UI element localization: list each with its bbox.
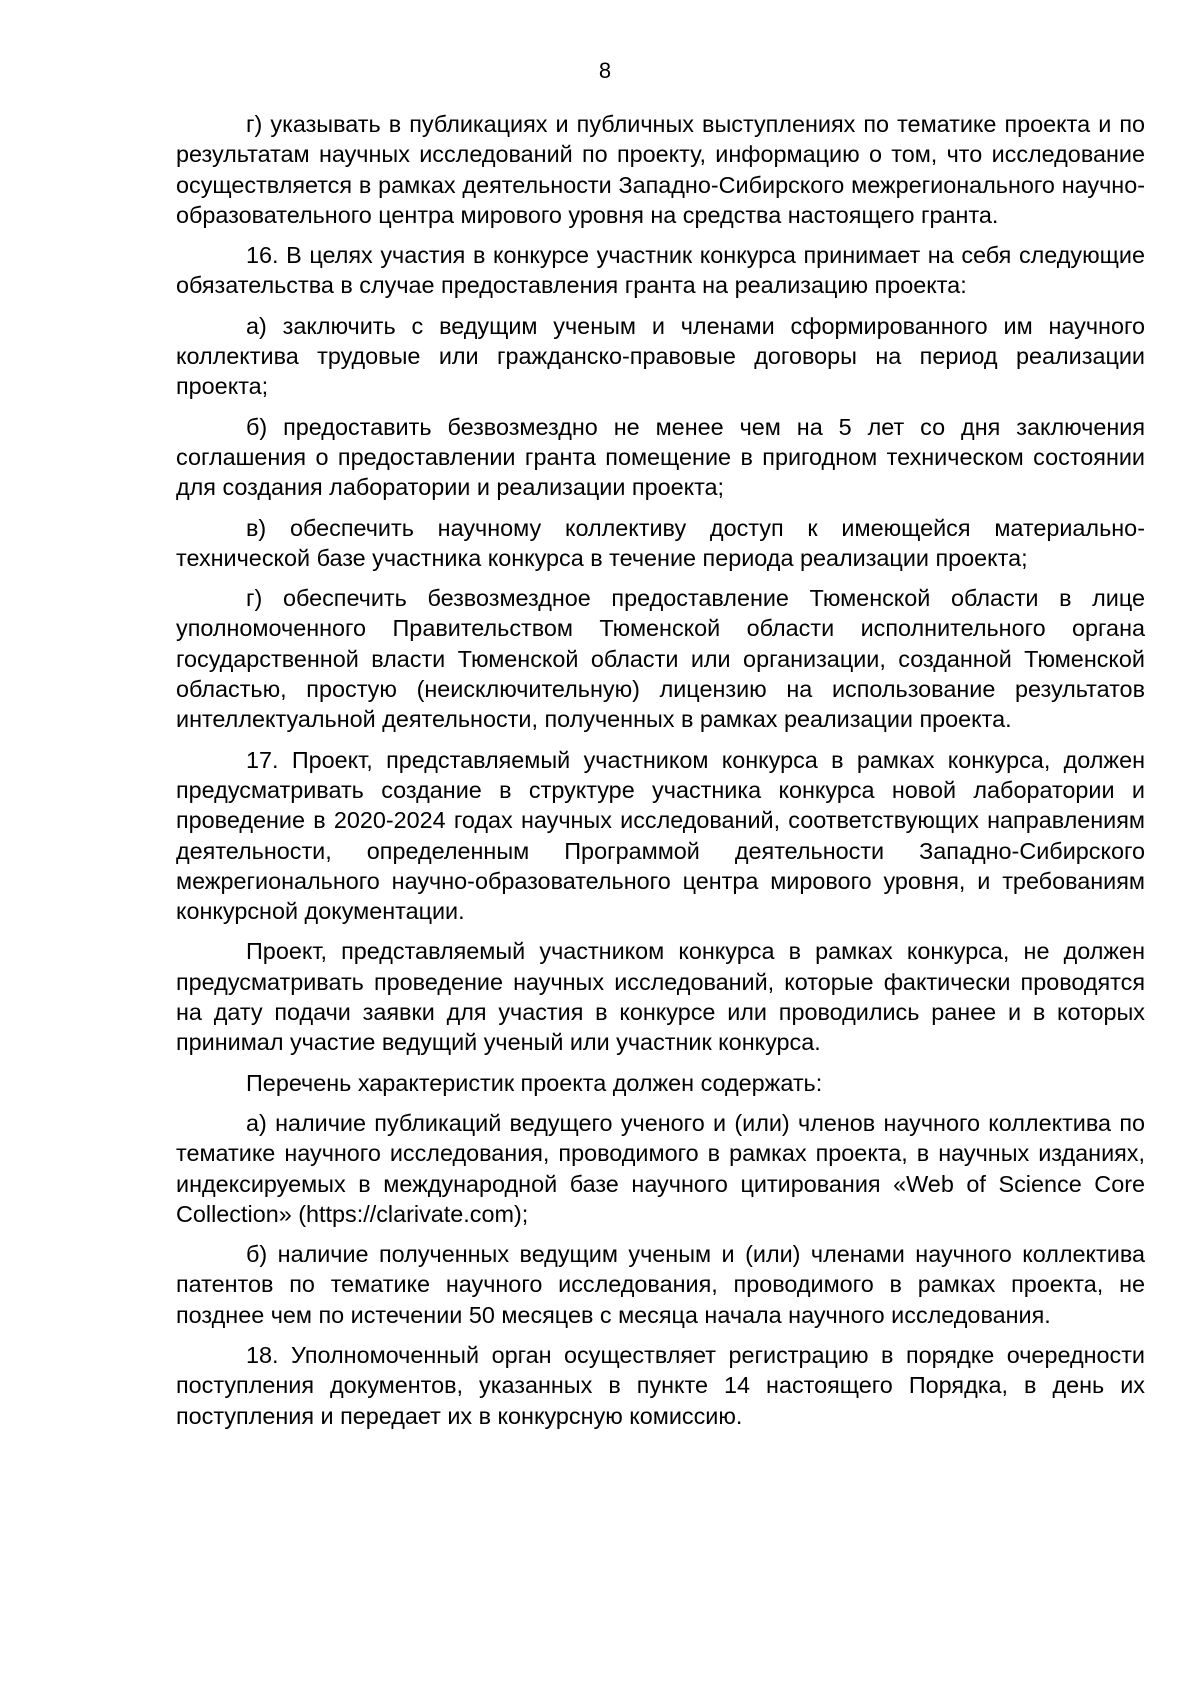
paragraph-b-premises: б) предоставить безвозмездно не менее чем на 5 лет со дня заключения соглашения о предоставлении гранта помещение в пригодном техническом состоянии для создания лаборатории и реализации проекта; [176, 413, 1145, 501]
paragraph-g-publications: г) указывать в публикациях и публичных выступлениях по тематике проекта и по результатам научных исследований по проекту, информацию о том, что исследование осуществляется в рамках деятельности Западно-Сибирского межрегионального научно-образовательного центра мирового уровня на средства настоящего гранта. [176, 111, 1145, 228]
paragraph-16-obligations: 16. В целях участия в конкурсе участник конкурса принимает на себя следующие обязательства в случае предоставления гранта на реализацию проекта: [176, 242, 1145, 299]
paragraph-17-project: 17. Проект, представляемый участником конкурса в рамках конкурса, должен предусматривать создание в структуре участника конкурса новой лаборатории и проведение в 2020-2024 годах научных исследований, соответствующих направлениям деятельности, определенным Программой деятельности Западно-Сибирского межрегионального научно-образовательного центра мирового уровня, и требованиям конкурсной документации. [176, 746, 1145, 925]
document-body [176, 109, 1145, 1441]
paragraph-characteristics-intro: Перечень характеристик проекта должен содержать: [246, 1069, 823, 1096]
paragraph-v-access: в) обеспечить научному коллективу доступ к имеющейся материально-технической базе участника конкурса в течение периода реализации проекта; [176, 514, 1145, 571]
paragraph-18-registration: 18. Уполномоченный орган осуществляет регистрацию в порядке очередности поступления документов, указанных в пункте 14 настоящего Порядка, в день их поступления и передает их в конкурсную комиссию. [176, 1341, 1145, 1429]
paragraph-a-contracts: а) заключить с ведущим ученым и членами сформированного им научного коллектива трудовые или гражданско-правовые договоры на период реализации проекта; [176, 312, 1145, 400]
paragraph-a-publications: а) наличие публикаций ведущего ученого и (или) членов научного коллектива по тематике научного исследования, проводимого в рамках проекта, в научных изданиях, индексируемых в международной базе научного цитирования «Web of Science Core Collection» (https://clarivate.com); [176, 1109, 1145, 1227]
page-number: 8 [598, 58, 612, 83]
paragraph-g-license: г) обеспечить безвозмездное предоставление Тюменской области в лице уполномоченного Правительством Тюменской области исполнительного органа государственной власти Тюменской области или организации, созданной Тюменской областью, простую (неисключительную) лицензию на использование результатов интеллектуальной деятельности, полученных в рамках реализации проекта. [176, 585, 1145, 733]
paragraph-b-patents: б) наличие полученных ведущим ученым и (или) членами научного коллектива патентов по тематике научного исследования, проводимого в рамках проекта, не позднее чем по истечении 50 месяцев с месяца начала научного исследования. [176, 1241, 1145, 1328]
paragraph-project-restrictions: Проект, представляемый участником конкурса в рамках конкурса, не должен предусматривать проведение научных исследований, которые фактически проводятся на дату подачи заявки для участия в конкурсе или проводились ранее и в которых принимал участие ведущий ученый или участник конкурса. [176, 938, 1145, 1056]
